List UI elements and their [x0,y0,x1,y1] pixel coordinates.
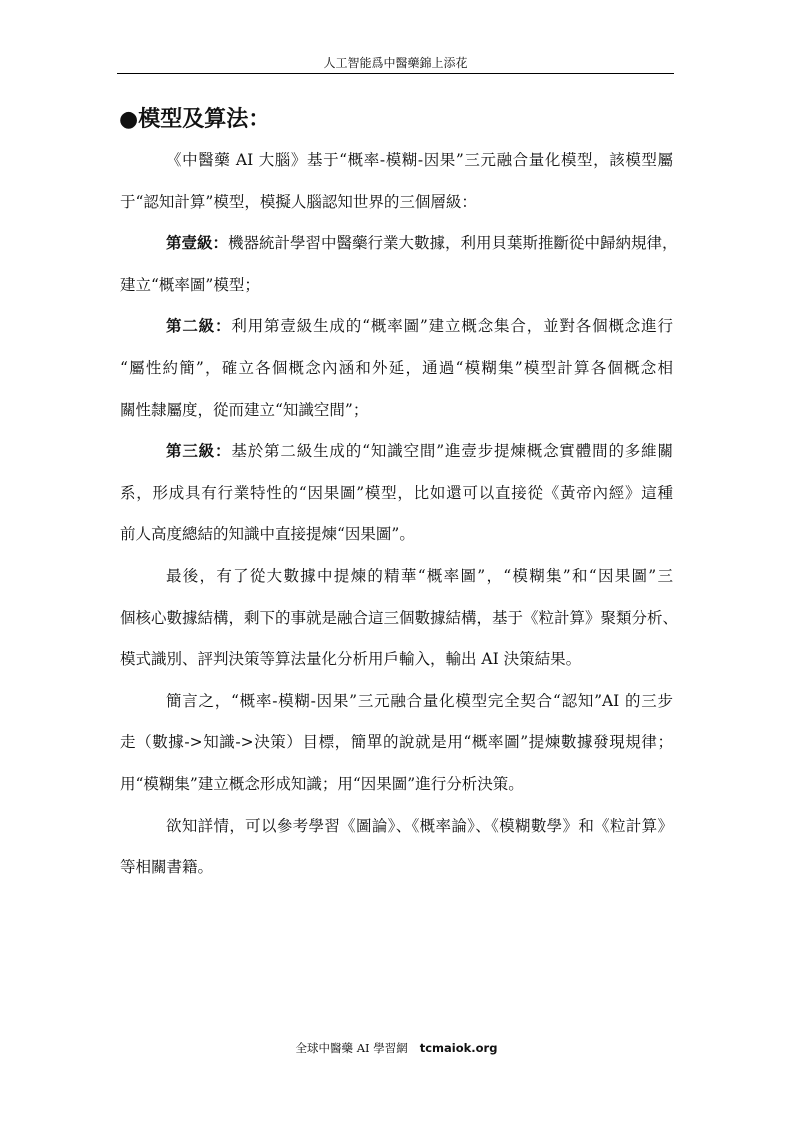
line-text: 模式識別、評判決策等算法量化分析用戶輸入，輸出 AI 決策結果。 [120,650,582,669]
paragraph-line [120,854,673,896]
paragraph [120,313,673,438]
paragraph [120,147,673,230]
line-text: 前人高度總結的知識中直接提煉“因果圖”。 [120,525,415,544]
level-label: 第二級： [166,317,232,336]
paragraph-line [120,313,673,355]
paragraph-line [120,397,673,439]
paragraph-line [120,771,673,813]
paragraph-line [120,438,673,480]
paragraph [120,230,678,313]
paragraph-line [120,729,673,771]
paragraph-line [120,521,673,563]
line-text: 個核心數據結構，剩下的事就是融合這三個數據結構，基于《粒計算》聚類分析、 [120,608,679,627]
line-text: 機器統計學習中醫藥行業大數據，利用貝葉斯推斷從中歸納規律， [228,234,678,253]
paragraph-line [120,480,673,522]
line-text: 關性隸屬度，從而建立“知識空間”； [120,400,369,419]
page-header: 人工智能爲中醫藥錦上添花 [323,56,468,70]
paragraph-line [120,605,679,647]
line-text: 系，形成具有行業特性的“因果圖”模型，比如還可以直接從《黃帝內經》這種 [120,483,673,502]
paragraph-line [120,563,673,605]
line-text: 用“模糊集”建立概念形成知識；用“因果圖”進行分析決策。 [120,774,524,793]
line-text: 走（數據->知識->決策）目標，簡單的說就是用“概率圖”提煉數據發現規律； [120,733,673,752]
line-text: 基於第二級生成的“知識空間”進壹步提煉概念實體間的多維關 [231,442,673,461]
paragraph [120,813,673,896]
paragraph-line [120,646,673,688]
line-text: “屬性約簡”，確立各個概念內涵和外延，通過“模糊集”模型計算各個概念相 [120,358,673,377]
header-divider [117,73,674,74]
paragraph-line [120,272,673,314]
paragraph [120,563,679,688]
level-label: 第三級： [166,442,232,461]
line-text: 最後，有了從大數據中提煉的精華“概率圖”，“模糊集”和“因果圖”三 [166,566,673,585]
line-text: 簡言之，“概率-模糊-因果”三元融合量化模型完全契合“認知”AI 的三步 [166,691,673,710]
paragraph-line [120,813,673,855]
line-text: 利用第壹級生成的“概率圖”建立概念集合，並對各個概念進行 [231,317,673,336]
line-text: 等相關書籍。 [120,858,214,877]
paragraph-line [120,230,678,272]
line-text: 于“認知計算”模型，模擬人腦認知世界的三個層級： [120,192,477,211]
line-text: 欲知詳情，可以參考學習《圖論》、《概率論》、《模糊數學》和《粒計算》 [166,816,673,835]
paragraph-line [120,147,673,189]
paragraph-line [120,688,673,730]
paragraph-line [120,189,673,231]
document-body [120,147,679,896]
line-text: 《中醫藥 AI 大腦》基于“概率-模糊-因果”三元融合量化模型，該模型屬 [166,151,673,169]
paragraph-line [120,355,673,397]
line-text: 建立“概率圖”模型； [120,275,260,294]
paragraph [120,438,673,563]
paragraph [120,688,673,813]
footer-url[interactable]: tcmaiok.org [419,1041,498,1055]
page-footer [0,1040,793,1056]
level-label: 第壹級： [166,234,229,253]
section-heading: ●模型及算法： [119,107,271,132]
footer-site-name: 全球中醫藥 AI 學習網 [295,1041,408,1055]
